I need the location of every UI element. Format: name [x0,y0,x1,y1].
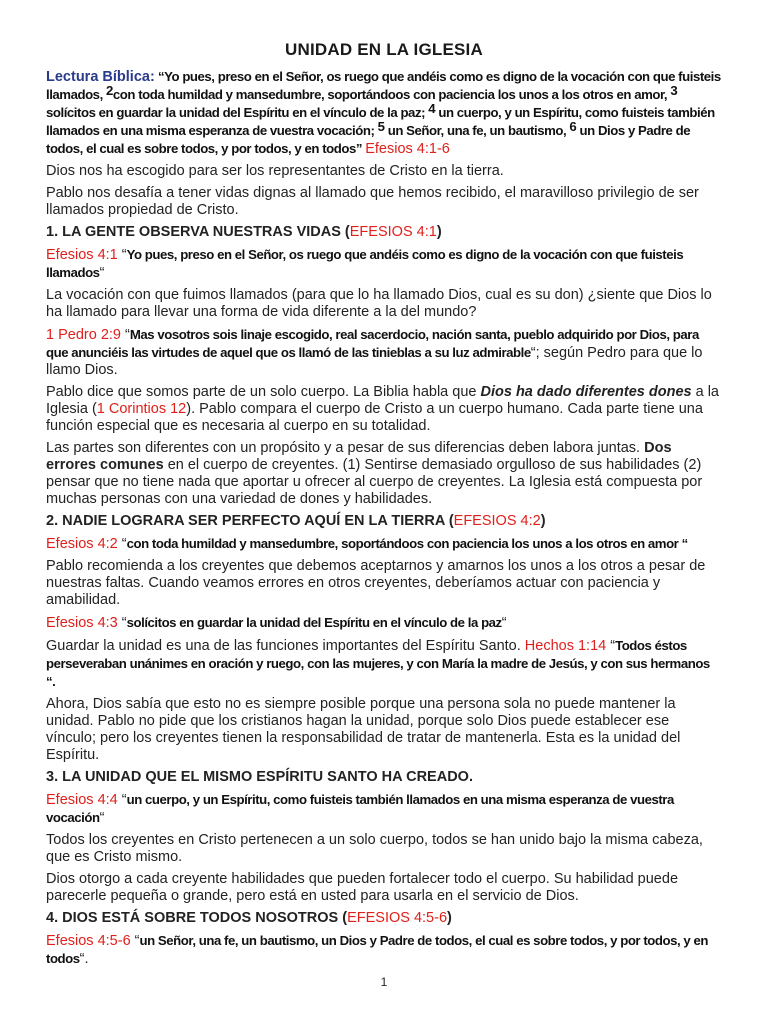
bible-reading: Lectura Bíblica: “Yo pues, preso en el Señor, os ruego que andéis como es digno de la vocación con que fuisteis llamados, $^2$con toda humildad y mansedumbre, soportándoos con paciencia los unos a los otros en amor, $^3$ solícitos en guardar la unidad del Espíritu en el vínculo de la paz; $^4$ un cuerpo, y un Espíritu, como fuisteis también llamados en una misma esperanza de vuestra vocación; $^5$ un Señor, una fe, un bautismo, $^6$ un Dios y Padre de todos, el cual es sobre todos, y por todos, y en todos” Efesios 4:1-6 [46,69,721,157]
intro-paragraph: Pablo nos desafía a tener vidas dignas al llamado que hemos recibido, el maravilloso privilegio de ser llamados propiedad de Cristo. [46,185,699,218]
page-number: 1 [380,975,388,989]
reading-reference: Efesios 4:1-6 [365,141,450,157]
paragraph: Todos los creyentes en Cristo pertenecen a un solo cuerpo, todos se han unido bajo la misma cabeza, que es Cristo mismo. [46,832,703,865]
intro-paragraph: Dios nos ha escogido para ser los representantes de Cristo en la tierra. [46,163,504,179]
reading-verse-6: un Dios y Padre de todos, el cual es sobre todos, y por todos, y en todos [46,123,691,156]
reading-label: Lectura Bíblica: [46,69,155,85]
reading-verse-5: un Señor, una fe, un bautismo, [384,123,570,138]
reference-link: 1 Corintios 12 [96,401,187,417]
section-4-heading: 4. DIOS ESTÁ SOBRE TODOS NOSOTROS (EFESIOS 4:5-6) [46,910,452,926]
reference-link: Hechos 1:14 [524,638,607,654]
section-4-reference: EFESIOS 4:5-6 [347,910,448,926]
paragraph: Las partes son diferentes con un propósito y a pesar de sus diferencias deben labora juntas. Dos errores comunes en el cuerpo de creyentes. (1) Sentirse demasiado orgulloso de sus habilidades (2) pensar que no tiene nada que aportar u ofrecer al cuerpo de creyentes. La Iglesia está compuesta por muchas personas con una variedad de dones y habilidades. [46,440,703,507]
paragraph: Dios otorgo a cada creyente habilidades que pueden fortalecer todo el cuerpo. Su habilidad puede parecerle pequeña o grande, pero está en usted para usarla en el servicio de Dios. [46,871,679,904]
section-1-reference: EFESIOS 4:1 [349,224,437,240]
paragraph: Pablo recomienda a los creyentes que debemos aceptarnos y amarnos los unos a los otros a pesar de nuestras faltas. Cuando veamos errores en otros creyentes, deberíamos actuar con paciencia y amabilidad. [46,558,706,608]
verse-efesios-4-1: Efesios 4:1 “Yo pues, preso en el Señor, os ruego que andéis como es digno de la vocación con que fuisteis llamados“ [46,247,684,281]
section-2-reference: EFESIOS 4:2 [453,513,541,529]
reading-verse-4: un cuerpo, y un Espíritu, como fuisteis también llamados en una misma esperanza de vuestra vocación; [46,105,715,138]
paragraph: Guardar la unidad es una de las funciones importantes del Espíritu Santo. Hechos 1:14 “Todos éstos perseveraban unánimes en oración y ruego, con las mujeres, y con María la madre de Jesús, y con sus hermanos “. [46,638,710,689]
verse-efesios-4-5-6: Efesios 4:5-6 “un Señor, una fe, un bautismo, un Dios y Padre de todos, el cual es sobre todos, y por todos, y en todos“. [46,933,708,967]
verse-1-pedro-2-9: 1 Pedro 2:9 “Mas vosotros sois linaje escogido, real sacerdocio, nación santa, pueblo adquirido por Dios, para que anunciéis las virtudes de aquel que os llamó de las tinieblas a su luz admirable“; según Pedro para que lo llamo Dios. [46,327,703,378]
paragraph: La vocación con que fuimos llamados (para que lo ha llamado Dios, cual es su don) ¿siente que Dios lo ha llamado para llevar una forma de vida diferente a la del mundo? [46,287,712,320]
section-3-heading: 3. LA UNIDAD QUE EL MISMO ESPÍRITU SANTO HA CREADO. [46,769,473,785]
verse-efesios-4-4: Efesios 4:4 “un cuerpo, y un Espíritu, como fuisteis también llamados en una misma esperanza de vuestra vocación“ [46,792,674,826]
section-1-heading: 1. LA GENTE OBSERVA NUESTRAS VIDAS (EFESIOS 4:1) [46,224,442,240]
paragraph: Pablo dice que somos parte de un solo cuerpo. La Biblia habla que Dios ha dado diferentes dones a la Iglesia (1 Corintios 12). Pablo compara el cuerpo de Cristo a un cuerpo humano. Cada parte tiene una función especial que es necesaria al cuerpo en su totalidad. [46,384,720,434]
reading-verse-1: Yo pues, preso en el Señor, os ruego que andéis como es digno de la vocación con que fuisteis llamados, [46,69,721,102]
section-2-heading: 2. NADIE LOGRARA SER PERFECTO AQUÍ EN LA TIERRA (EFESIOS 4:2) [46,513,546,529]
verse-efesios-4-2: Efesios 4:2 “con toda humildad y mansedumbre, soportándoos con paciencia los unos a los otros en amor “ [46,536,688,552]
page-title: UNIDAD EN LA IGLESIA [285,40,483,59]
verse-efesios-4-3: Efesios 4:3 “solícitos en guardar la unidad del Espíritu en el vínculo de la paz“ [46,615,507,631]
paragraph: Ahora, Dios sabía que esto no es siempre posible porque una persona sola no puede mantener la unidad. Pablo no pide que los cristianos hagan la unidad, porque solo Dios puede establecer ese vínculo; pero los creyentes tienen la responsabilidad de tratar de mantenerla. Esta es la unidad del Espíritu. [46,696,681,763]
reading-verse-3: solícitos en guardar la unidad del Espíritu en el vínculo de la paz; [46,105,429,120]
reading-verse-2: con toda humildad y mansedumbre, soportándoos con paciencia los unos a los otros en amor, [112,87,671,102]
